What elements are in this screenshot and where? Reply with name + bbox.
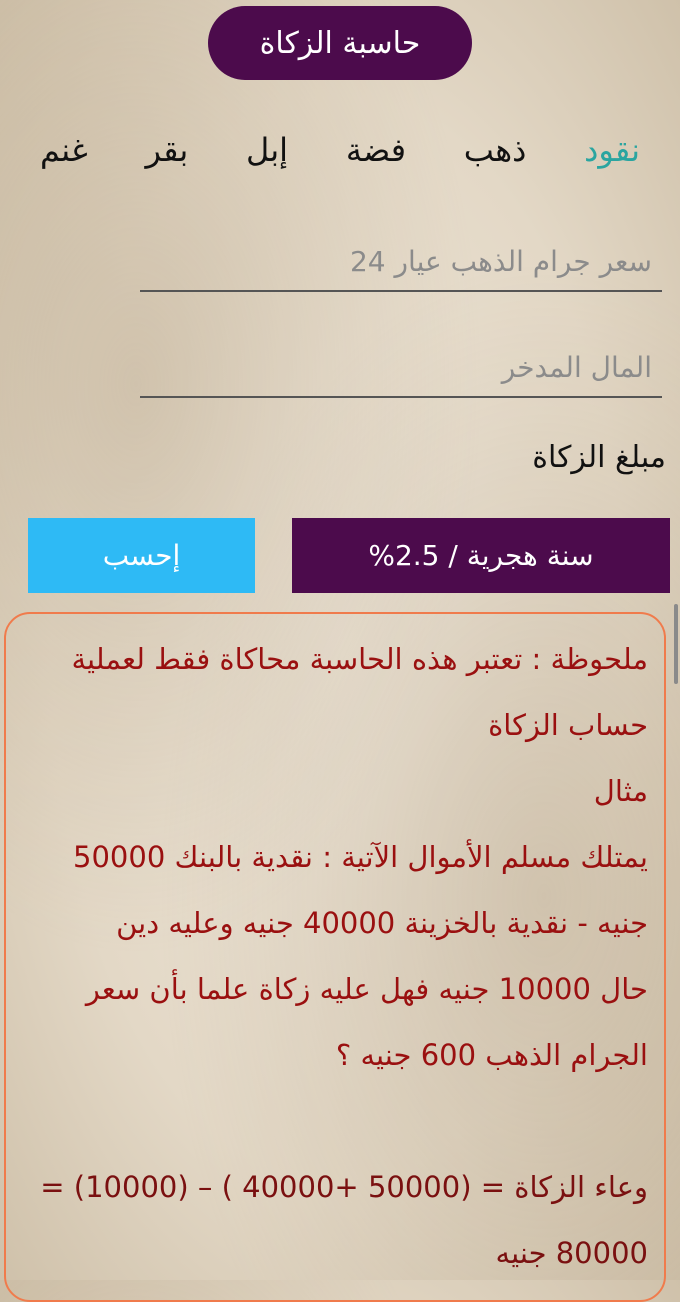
tab-sheep[interactable]: غنم	[40, 131, 88, 169]
app-title: حاسبة الزكاة	[208, 6, 472, 80]
note-line: حال 10000 جنيه فهل عليه زكاة علما بأن سعر	[85, 972, 648, 1006]
category-tabs	[40, 128, 640, 172]
note-box	[4, 612, 666, 1302]
note-line: مثال	[593, 774, 648, 808]
note-line: حساب الزكاة	[488, 708, 648, 742]
note-line: الجرام الذهب 600 جنيه ؟	[335, 1038, 648, 1072]
scrollbar-thumb[interactable]	[674, 604, 678, 684]
tab-camels[interactable]: إبل	[246, 131, 289, 169]
tab-cows[interactable]: بقر	[145, 131, 189, 169]
note-line: يمتلك مسلم الأموال الآتية : نقدية بالبنك 50000	[73, 840, 648, 874]
gold-price-input[interactable]	[140, 232, 662, 292]
gold-price-placeholder: سعر جرام الذهب عيار 24	[349, 244, 652, 278]
hijri-year-rate-label: سنة هجرية / 2.5%	[368, 539, 594, 572]
tab-gold[interactable]: ذهب	[463, 131, 527, 169]
note-line: ملحوظة : تعتبر هذه الحاسبة محاكاة فقط لعملية	[71, 642, 648, 676]
savings-input[interactable]	[140, 338, 662, 398]
note-line-blank	[22, 1088, 648, 1154]
note-line: وعاء الزكاة = (50000 +40000 ) – (10000) =	[40, 1170, 648, 1204]
savings-placeholder: المال المدخر	[501, 350, 652, 384]
calculate-button[interactable]: إحسب	[28, 518, 255, 593]
hijri-year-rate-button[interactable]	[292, 518, 670, 593]
note-line: جنيه - نقدية بالخزينة 40000 جنيه وعليه دين	[116, 906, 648, 940]
tab-silver[interactable]: فضة	[345, 131, 407, 169]
zakat-amount-label: مبلغ الزكاة	[532, 440, 666, 475]
note-line: 80000 جنيه	[495, 1236, 648, 1270]
tab-cash[interactable]: نقود	[584, 131, 640, 169]
